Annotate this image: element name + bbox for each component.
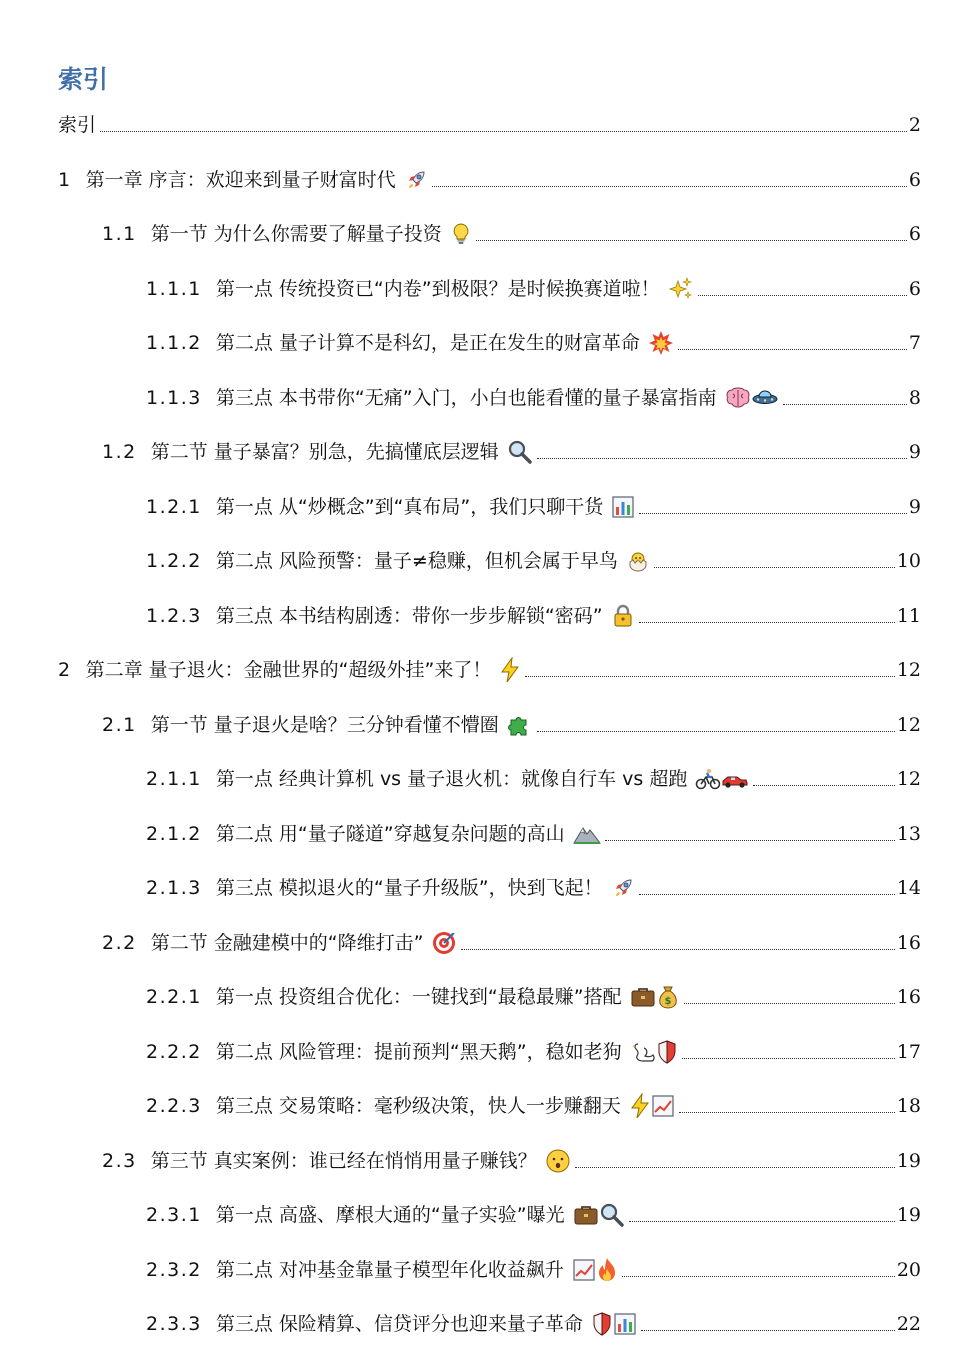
dot-leader xyxy=(575,1167,895,1168)
toc-entry-number: 1.2.1 xyxy=(146,495,202,518)
toc-entry-icons xyxy=(629,1093,675,1119)
dot-leader xyxy=(783,404,907,405)
toc-entry-number: 1.1 xyxy=(102,223,137,245)
target-icon xyxy=(431,930,457,956)
collision-icon xyxy=(648,330,674,356)
toc-entry-page-number: 10 xyxy=(896,550,921,572)
toc-entry-title: 第一节 为什么你需要了解量子投资 xyxy=(150,223,442,245)
hatching-chick-icon xyxy=(626,549,650,573)
toc-entry-number: 2.1.3 xyxy=(146,877,202,899)
toc-entry-number: 1.2 xyxy=(102,441,137,463)
dot-leader xyxy=(698,295,907,296)
toc-entry-page-number: 6 xyxy=(908,277,921,300)
toc-entry-title: 第三点 本书结构剧透：带你一步步解锁“密码” xyxy=(215,604,603,627)
lock-icon xyxy=(611,603,635,629)
toc-entry-page-number: 2 xyxy=(908,114,921,136)
toc-entry-icons xyxy=(611,875,635,901)
toc-entry-title: 第二章 量子退火：金融世界的“超级外挂”来了！ xyxy=(85,659,492,681)
toc-entry-title: 第三点 保险精算、信贷评分也迎来量子革命 xyxy=(215,1313,583,1335)
toc-entry-page-number: 12 xyxy=(896,659,921,681)
mountain-icon xyxy=(573,822,601,846)
toc-entry-icons xyxy=(630,1039,678,1065)
toc-entry-icons xyxy=(507,439,533,465)
toc-entry-icons xyxy=(591,1311,637,1337)
toc-entry-title: 第二点 用“量子隧道”穿越复杂问题的高山 xyxy=(215,822,565,845)
toc-entry-icons xyxy=(450,221,472,247)
toc-entry-page-number: 6 xyxy=(908,168,921,191)
toc-entry-title: 第二点 风险管理：提前预判“黑天鹅”，稳如老狗 xyxy=(215,1040,622,1063)
lightning-icon xyxy=(499,657,521,683)
toc-entry-title: 第一点 投资组合优化：一键找到“最稳最赚”搭配 xyxy=(215,986,622,1008)
toc-entry[interactable] xyxy=(146,762,921,792)
dot-leader xyxy=(639,622,895,623)
lightbulb-icon xyxy=(450,222,472,246)
toc-entry[interactable] xyxy=(146,272,921,302)
dot-leader xyxy=(476,240,907,241)
chart-up-icon xyxy=(651,1094,675,1118)
race-car-icon xyxy=(721,769,749,789)
cyclist-icon xyxy=(695,767,721,791)
toc-entry-icons xyxy=(573,1202,625,1228)
toc-entry-number: 2.1.2 xyxy=(146,822,202,845)
toc-entry-page-number: 19 xyxy=(896,1149,921,1172)
swan-icon xyxy=(630,1040,656,1064)
dot-leader xyxy=(622,1276,895,1277)
toc-entry[interactable] xyxy=(146,1198,921,1228)
toc-entry-icons xyxy=(572,1257,618,1283)
toc-entry-page-number: 6 xyxy=(908,223,921,245)
toc-entry-title: 第一点 经典计算机 vs 量子退火机：就像自行车 vs 超跑 xyxy=(215,768,688,790)
toc-entry-icons xyxy=(648,330,674,356)
toc-entry-page-number: 13 xyxy=(896,822,921,845)
fire-icon xyxy=(596,1257,618,1283)
toc-entry[interactable] xyxy=(146,326,921,356)
toc-entry-icons xyxy=(499,657,521,683)
briefcase-icon xyxy=(573,1203,599,1227)
toc-entry-title: 第三点 本书带你“无痛”入门，小白也能看懂的量子暴富指南 xyxy=(215,386,717,409)
toc-entry-number: 2.2 xyxy=(102,931,137,954)
toc-entry[interactable] xyxy=(102,926,921,956)
toc-entry-number: 1.2.3 xyxy=(146,604,202,627)
toc-entry-page-number: 8 xyxy=(908,386,921,409)
toc-entry-number: 2.3.1 xyxy=(146,1204,202,1226)
toc-entry-icons xyxy=(626,548,650,574)
toc-entry[interactable] xyxy=(58,653,921,683)
toc-entry-title: 第二点 量子计算不是科幻，是正在发生的财富革命 xyxy=(215,332,640,354)
toc-entry[interactable] xyxy=(146,544,921,574)
toc-entry[interactable] xyxy=(146,1035,921,1065)
toc-entry-page-number: 14 xyxy=(896,877,921,899)
toc-entry-title: 第一点 传统投资已“内卷”到极限？是时候换赛道啦！ xyxy=(215,277,660,300)
dot-leader xyxy=(605,840,895,841)
toc-entry-number: 1.1.1 xyxy=(146,277,202,300)
toc-entry-page-number: 9 xyxy=(908,495,921,518)
toc-entry-page-number: 17 xyxy=(896,1040,921,1063)
ufo-icon xyxy=(751,386,779,410)
shield-icon xyxy=(656,1039,678,1065)
toc-entry-page-number: 18 xyxy=(896,1095,921,1117)
svg-text:$: $ xyxy=(664,996,672,1007)
dot-leader xyxy=(432,186,907,187)
toc-entry-number: 2.1 xyxy=(102,713,137,736)
toc-entry-page-number: 22 xyxy=(896,1313,921,1335)
dot-leader xyxy=(100,131,907,132)
rocket-icon xyxy=(611,876,635,900)
toc-entry[interactable] xyxy=(146,980,921,1010)
toc-entry-icons xyxy=(668,276,694,302)
toc-entry-number: 2.3.2 xyxy=(146,1258,202,1281)
toc-entry[interactable] xyxy=(146,1307,921,1337)
toc-entry[interactable] xyxy=(146,1253,921,1283)
toc-entry-number: 2.2.3 xyxy=(146,1095,202,1117)
hushed-face-icon xyxy=(545,1148,571,1174)
bar-chart-icon xyxy=(613,1312,637,1336)
toc-entry-page-number: 19 xyxy=(896,1204,921,1226)
toc-entry[interactable] xyxy=(146,817,921,847)
toc-entry-icons xyxy=(431,930,457,956)
briefcase-icon xyxy=(630,985,656,1009)
toc-entry-number: 1 xyxy=(58,168,72,191)
toc-entry-icons xyxy=(507,712,533,738)
dot-leader xyxy=(753,785,894,786)
toc-entry-title: 第三点 交易策略：毫秒级决策，快人一步赚翻天 xyxy=(215,1095,621,1117)
toc-entry-title: 第一点 高盛、摩根大通的“量子实验”曝光 xyxy=(215,1204,565,1226)
toc-entry-number: 1.1.3 xyxy=(146,386,202,409)
toc-entry-page-number: 16 xyxy=(896,931,921,954)
toc-entry-title: 第二点 风险预警：量子≠稳赚，但机会属于早鸟 xyxy=(215,550,618,572)
toc-entry[interactable] xyxy=(102,217,921,247)
toc-entry-icons xyxy=(611,603,635,629)
toc-entry-page-number: 7 xyxy=(908,332,921,354)
toc-entry-icons xyxy=(404,167,428,193)
magnifier-icon xyxy=(507,439,533,465)
dot-leader xyxy=(537,731,895,732)
toc-entry-number: 2.2.1 xyxy=(146,986,202,1008)
dot-leader xyxy=(679,1112,895,1113)
toc-entry-title: 第二节 金融建模中的“降维打击” xyxy=(150,931,424,954)
rocket-icon xyxy=(404,168,428,192)
dot-leader xyxy=(682,1058,895,1059)
toc-entry-icons xyxy=(695,766,749,792)
toc-entry[interactable] xyxy=(58,108,921,138)
toc-entry-icons xyxy=(630,984,680,1010)
toc-entry-icons xyxy=(611,494,635,520)
toc-entry[interactable] xyxy=(146,1089,921,1119)
toc-entry-title: 第二点 对冲基金靠量子模型年化收益飙升 xyxy=(215,1258,564,1281)
toc-entry-title: 索引 xyxy=(58,114,97,136)
dot-leader xyxy=(639,513,907,514)
toc-entry-number: 2.2.2 xyxy=(146,1040,202,1063)
toc-entry[interactable] xyxy=(102,708,921,738)
toc-entry-title: 第一点 从“炒概念”到“真布局”，我们只聊干货 xyxy=(215,495,604,518)
dot-leader xyxy=(639,894,895,895)
toc-entry[interactable] xyxy=(146,871,921,901)
toc-entry[interactable] xyxy=(146,381,921,411)
toc-entry-page-number: 20 xyxy=(896,1258,921,1281)
toc-entry-icons xyxy=(545,1148,571,1174)
toc-entry-number: 2.3 xyxy=(102,1149,137,1172)
toc-entry[interactable] xyxy=(58,163,921,193)
shield-icon xyxy=(591,1311,613,1337)
toc-entry[interactable] xyxy=(146,599,921,629)
dot-leader xyxy=(537,458,907,459)
toc-entry-title: 第一节 量子退火是啥？三分钟看懂不懵圈 xyxy=(150,713,499,736)
money-bag-icon xyxy=(656,984,680,1010)
dot-leader xyxy=(461,949,894,950)
toc-entry-title: 第三节 真实案例：谁已经在悄悄用量子赚钱？ xyxy=(150,1149,537,1172)
bar-chart-icon xyxy=(611,495,635,519)
dot-leader xyxy=(629,1221,895,1222)
toc-entry-page-number: 9 xyxy=(908,441,921,463)
toc-entry[interactable] xyxy=(102,1144,921,1174)
chart-up-icon xyxy=(572,1258,596,1282)
dot-leader xyxy=(525,676,894,677)
toc-entry-title: 第一章 序言：欢迎来到量子财富时代 xyxy=(85,168,396,191)
toc-heading: 索引 xyxy=(58,65,109,94)
toc-entry-page-number: 12 xyxy=(896,713,921,736)
lightning-icon xyxy=(629,1093,651,1119)
dot-leader xyxy=(684,1003,895,1004)
magnifier-icon xyxy=(599,1202,625,1228)
toc-entry-icons xyxy=(573,821,601,847)
toc-entry-number: 1.2.2 xyxy=(146,550,202,572)
toc-entry-number: 2.3.3 xyxy=(146,1313,202,1335)
toc-entry-icons xyxy=(725,385,779,411)
dot-leader xyxy=(641,1330,895,1331)
dot-leader xyxy=(678,349,907,350)
puzzle-icon xyxy=(507,712,533,738)
toc-entry-page-number: 11 xyxy=(896,604,921,627)
sparkles-icon xyxy=(668,276,694,302)
toc-entry-number: 2.1.1 xyxy=(146,768,202,790)
toc-entry[interactable] xyxy=(102,435,921,465)
brain-icon xyxy=(725,386,751,410)
toc-entry-number: 1.1.2 xyxy=(146,332,202,354)
toc-entry-title: 第二节 量子暴富？别急，先搞懂底层逻辑 xyxy=(150,441,499,463)
toc-entry-title: 第三点 模拟退火的“量子升级版”，快到飞起！ xyxy=(215,877,603,899)
toc-entry[interactable] xyxy=(146,490,921,520)
toc-entry-page-number: 16 xyxy=(896,986,921,1008)
toc-entry-page-number: 12 xyxy=(896,768,921,790)
toc-entry-number: 2 xyxy=(58,659,72,681)
dot-leader xyxy=(654,567,895,568)
